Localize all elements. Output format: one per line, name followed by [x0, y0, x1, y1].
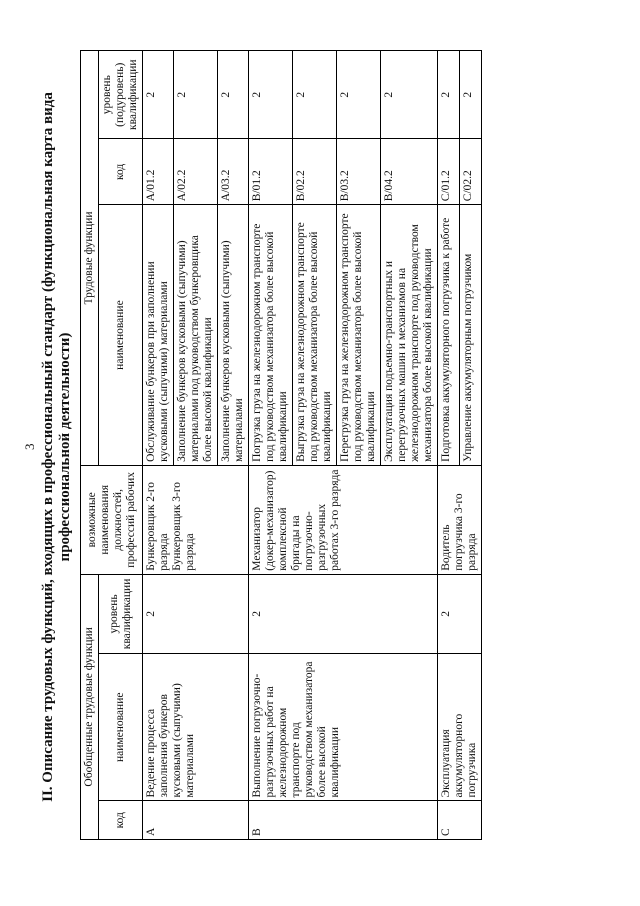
group-positions [438, 465, 482, 574]
group-name: Ведение процесса заполнения бункеров кусковыми (сыпучими) материалами [143, 654, 249, 801]
func-level-header: уровень (подуровень) квалификации [99, 51, 143, 139]
function-code: A/02.2 [174, 139, 218, 205]
position-item: Бункеровщик 3-го разряда [171, 481, 196, 571]
function-name: Заполнение бункеров кусковыми (сыпучими) материалами [218, 205, 249, 466]
function-code: A/03.2 [218, 139, 249, 205]
group-name: Эксплуатация аккумуляторного погрузчика [438, 654, 482, 801]
function-code: B/03.2 [337, 139, 381, 205]
gen-code-header: код [99, 801, 143, 840]
function-level: 2 [337, 51, 381, 139]
generalized-functions-header: Обобщенные трудовые функции [81, 574, 99, 839]
func-name-header: наименование [99, 205, 143, 466]
gen-level-header: уровень квалификации [99, 574, 143, 653]
function-name: Управление аккумуляторным погрузчиком [460, 205, 482, 466]
function-code: C/02.2 [460, 139, 482, 205]
function-code: B/04.2 [381, 139, 438, 205]
table-row [438, 51, 460, 840]
function-level: 2 [438, 51, 460, 139]
function-name: Погрузка груза на железнодорожном транспорте под руководством механизатора более высокой квалификации [249, 205, 293, 466]
function-code: C/01.2 [438, 139, 460, 205]
table-row [249, 51, 293, 840]
function-level: 2 [249, 51, 293, 139]
position-item: Бункеровщик 2-го разряда [145, 481, 170, 571]
function-level: 2 [460, 51, 482, 139]
group-code: B [249, 801, 438, 840]
function-level: 2 [218, 51, 249, 139]
group-level: 2 [249, 574, 438, 653]
function-name: Обслуживание бункеров при заполнении кусковыми (сыпучими) материалами [143, 205, 174, 466]
function-name: Заполнение бункеров кусковыми (сыпучими) материалами под руководством бункеровщика более высокой квалификации [174, 205, 218, 466]
function-name: Перегрузка груза на железнодорожном транспорте под руководством механизатора более высокой квалификации [337, 205, 381, 466]
functional-map-table [80, 50, 482, 840]
function-level: 2 [381, 51, 438, 139]
group-level: 2 [143, 574, 249, 653]
gen-name-header: наименование [99, 654, 143, 801]
function-name: Выгрузка груза на железнодорожном транспорте под руководством механизатора более высокой квалификации [293, 205, 337, 466]
table-body [143, 51, 482, 840]
func-code-header: код [99, 139, 143, 205]
function-code: B/02.2 [293, 139, 337, 205]
group-code: C [438, 801, 482, 840]
header-row-top [81, 51, 99, 840]
function-level: 2 [143, 51, 174, 139]
position-item: Водитель погрузчика 3-го разряда [440, 493, 478, 571]
positions-header: возможные наименования должностей, профессий рабочих [81, 465, 143, 574]
header-row-sub [99, 51, 143, 840]
function-code: A/01.2 [143, 139, 174, 205]
function-level: 2 [174, 51, 218, 139]
function-level: 2 [293, 51, 337, 139]
section-title: II. Описание трудовых функций, входящих в профессиональный стандарт (функциональная карта вида профессиональной деятельности) [40, 92, 73, 802]
rotated-page [40, 32, 600, 862]
group-positions [143, 465, 249, 574]
table-row [143, 51, 174, 840]
function-code: B/01.2 [249, 139, 293, 205]
page-number: 3 [22, 443, 37, 450]
group-name: Выполнение погрузочно-разгрузочных работ на железнодорожном транспорте под руководством механизатора более высокой квалификации [249, 654, 438, 801]
position-item: Механизатор (докер-механизатор) комплексной бригады на погрузочно-разгрузочных работах 3-го разряда [251, 469, 341, 571]
group-code: A [143, 801, 249, 840]
function-name: Подготовка аккумуляторного погрузчика к работе [438, 205, 460, 466]
group-positions [249, 465, 438, 574]
group-level: 2 [438, 574, 482, 653]
function-name: Эксплуатация подъемно-транспортных и перегрузочных машин и механизмов на железнодорожном транспорте под руководством механизатора более высокой квалификации [381, 205, 438, 466]
labor-functions-header: Трудовые функции [81, 51, 99, 466]
